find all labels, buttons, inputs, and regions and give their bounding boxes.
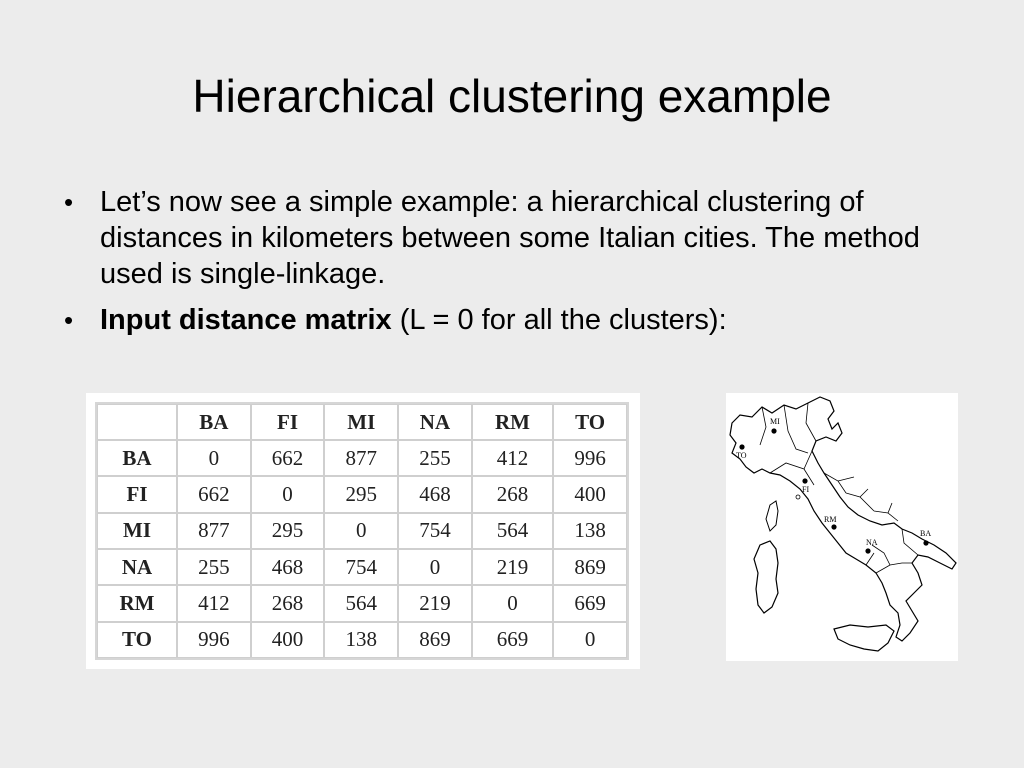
- city-label-rm: RM: [824, 515, 837, 524]
- city-label-ba: BA: [920, 529, 932, 538]
- bullet-item-2: [62, 302, 972, 338]
- table-cell: 0: [177, 440, 251, 476]
- bullet-text: Let’s now see a simple example: a hierarchical clustering of distances in kilometers between some Italian cities. The method used is single-linkage.: [100, 186, 920, 290]
- row-header: NA: [97, 549, 177, 585]
- bullet-marker: •: [64, 305, 74, 335]
- table-cell: 754: [324, 549, 398, 585]
- table-cell: 662: [177, 476, 251, 512]
- table-cell: 255: [398, 440, 472, 476]
- region-borders: [760, 403, 918, 573]
- table-cell: 0: [398, 549, 472, 585]
- sicily-outline: [834, 625, 894, 651]
- table-cell: 468: [398, 476, 472, 512]
- row-header: FI: [97, 476, 177, 512]
- table-row: [97, 440, 627, 476]
- bullet-bold-text: Input distance matrix: [100, 304, 392, 336]
- italy-map-svg: [726, 393, 958, 661]
- table-cell: 400: [251, 622, 325, 658]
- table-cell: 0: [472, 585, 553, 621]
- city-label-to: TO: [736, 451, 747, 460]
- bullet-item-1: [62, 184, 972, 292]
- table-cell: 468: [251, 549, 325, 585]
- table-cell: 268: [472, 476, 553, 512]
- city-dot-ba: [923, 540, 928, 545]
- table-cell: 0: [251, 476, 325, 512]
- table-cell: 138: [553, 513, 627, 549]
- table-cell: 412: [472, 440, 553, 476]
- table-cell: 877: [324, 440, 398, 476]
- italy-map: [726, 393, 958, 661]
- city-dot-mi: [771, 428, 776, 433]
- table-cell: 877: [177, 513, 251, 549]
- column-header: NA: [398, 404, 472, 440]
- column-header: MI: [324, 404, 398, 440]
- table-cell: 996: [553, 440, 627, 476]
- column-header: TO: [553, 404, 627, 440]
- table-cell: 564: [324, 585, 398, 621]
- table-row: [97, 476, 627, 512]
- table-row: [97, 549, 627, 585]
- slide-title: Hierarchical clustering example: [192, 70, 832, 122]
- table-row: [97, 585, 627, 621]
- table-cell: 996: [177, 622, 251, 658]
- table-cell: 754: [398, 513, 472, 549]
- corsica-outline: [766, 501, 778, 531]
- city-dot-na: [865, 548, 870, 553]
- table-cell: 869: [398, 622, 472, 658]
- table-cell: 268: [251, 585, 325, 621]
- table-cell: 255: [177, 549, 251, 585]
- table-cell: 0: [553, 622, 627, 658]
- city-dot-rm: [831, 524, 836, 529]
- table-cell: 412: [177, 585, 251, 621]
- table-cell: 219: [472, 549, 553, 585]
- table-cell: 0: [324, 513, 398, 549]
- table-cell: 295: [324, 476, 398, 512]
- row-header: TO: [97, 622, 177, 658]
- table-cell: 869: [553, 549, 627, 585]
- table-cell: 400: [553, 476, 627, 512]
- city-label-fi: FI: [802, 485, 810, 494]
- table-cell: 669: [472, 622, 553, 658]
- table-cell: 662: [251, 440, 325, 476]
- table-cell: 219: [398, 585, 472, 621]
- distance-matrix-table: [95, 402, 629, 660]
- row-header: RM: [97, 585, 177, 621]
- table-row: [97, 513, 627, 549]
- column-header: BA: [177, 404, 251, 440]
- table-cell: 564: [472, 513, 553, 549]
- city-dot-to: [739, 444, 744, 449]
- bullet-marker: •: [64, 187, 74, 217]
- table-cell: 295: [251, 513, 325, 549]
- table-cell: 669: [553, 585, 627, 621]
- column-header: RM: [472, 404, 553, 440]
- distance-matrix-panel: [86, 393, 640, 669]
- city-dot-fi: [802, 478, 807, 483]
- table-header-row: [97, 404, 627, 440]
- table-row: [97, 622, 627, 658]
- table-corner-cell: [97, 404, 177, 440]
- table-cell: 138: [324, 622, 398, 658]
- sardinia-outline: [754, 541, 778, 613]
- bullet-text: (L = 0 for all the clusters):: [391, 304, 727, 336]
- city-label-na: NA: [866, 538, 878, 547]
- column-header: FI: [251, 404, 325, 440]
- row-header: MI: [97, 513, 177, 549]
- city-label-mi: MI: [770, 417, 780, 426]
- elba-island: [796, 495, 800, 499]
- row-header: BA: [97, 440, 177, 476]
- bullet-list: [62, 184, 972, 348]
